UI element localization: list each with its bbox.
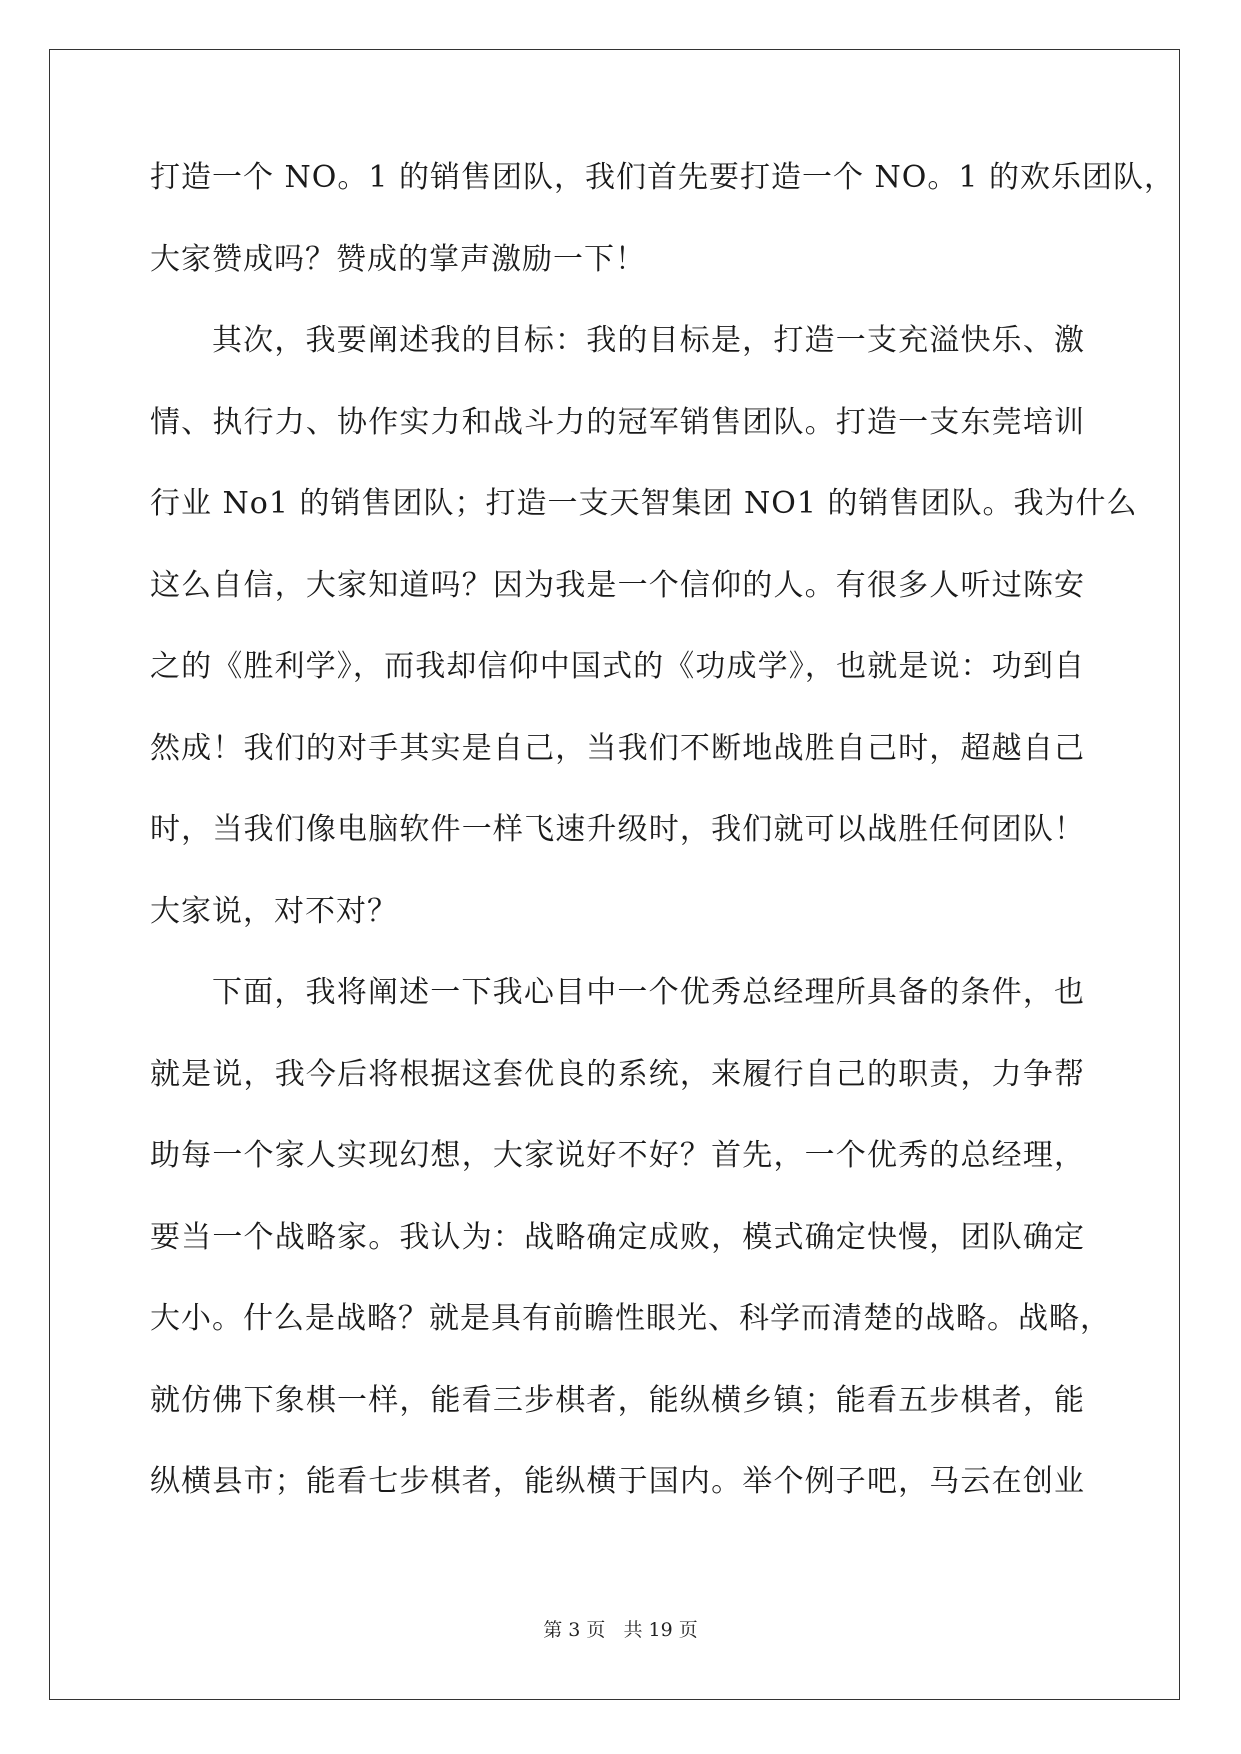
text-line: 然成！我们的对手其实是自己，当我们不断地战胜自己时，超越自己 [150, 730, 1085, 766]
text-line: 助每一个家人实现幻想，大家说好不好？首先，一个优秀的总经理， [150, 1138, 1085, 1173]
text-line: 纵横县市；能看七步棋者，能纵横于国内。举个例子吧，马云在创业 [150, 1464, 1085, 1499]
document-body [150, 160, 1176, 1546]
text-line: 这么自信，大家知道吗？因为我是一个信仰的人。有很多人听过陈安 [150, 567, 1085, 603]
page-footer [0, 1618, 1241, 1642]
text-line: 大家说，对不对？ [150, 893, 398, 929]
text-line: 行业 No1 的销售团队；打造一支天智集团 NO1 的销售团队。我为什么 [150, 486, 1138, 521]
text-line: 时，当我们像电脑软件一样飞速升级时，我们就可以战胜任何团队！ [150, 812, 1085, 847]
text-line: 要当一个战略家。我认为：战略确定成败，模式确定快慢，团队确定 [150, 1219, 1085, 1255]
text-line: 大家赞成吗？赞成的掌声激励一下！ [150, 241, 646, 277]
text-line: 下面，我将阐述一下我心目中一个优秀总经理所具备的条件，也 [212, 975, 1085, 1010]
text-line: 其次，我要阐述我的目标：我的目标是，打造一支充溢快乐、激 [212, 323, 1085, 358]
text-line: 之的《胜利学》，而我却信仰中国式的《功成学》，也就是说：功到自 [150, 649, 1085, 684]
text-line: 情、执行力、协作实力和战斗力的冠军销售团队。打造一支东莞培训 [150, 404, 1085, 440]
text-line: 就仿佛下象棋一样，能看三步棋者，能纵横乡镇；能看五步棋者，能 [150, 1382, 1085, 1418]
text-line: 打造一个 NO。1 的销售团队，我们首先要打造一个 NO。1 的欢乐团队， [150, 160, 1176, 195]
page-total: 共 19 页 [623, 1619, 698, 1641]
text-line: 就是说，我今后将根据这套优良的系统，来履行自己的职责，力争帮 [150, 1056, 1085, 1092]
page-number: 第 3 页 [543, 1619, 606, 1641]
text-line: 大小。什么是战略？就是具有前瞻性眼光、科学而清楚的战略。战略， [150, 1301, 1111, 1336]
